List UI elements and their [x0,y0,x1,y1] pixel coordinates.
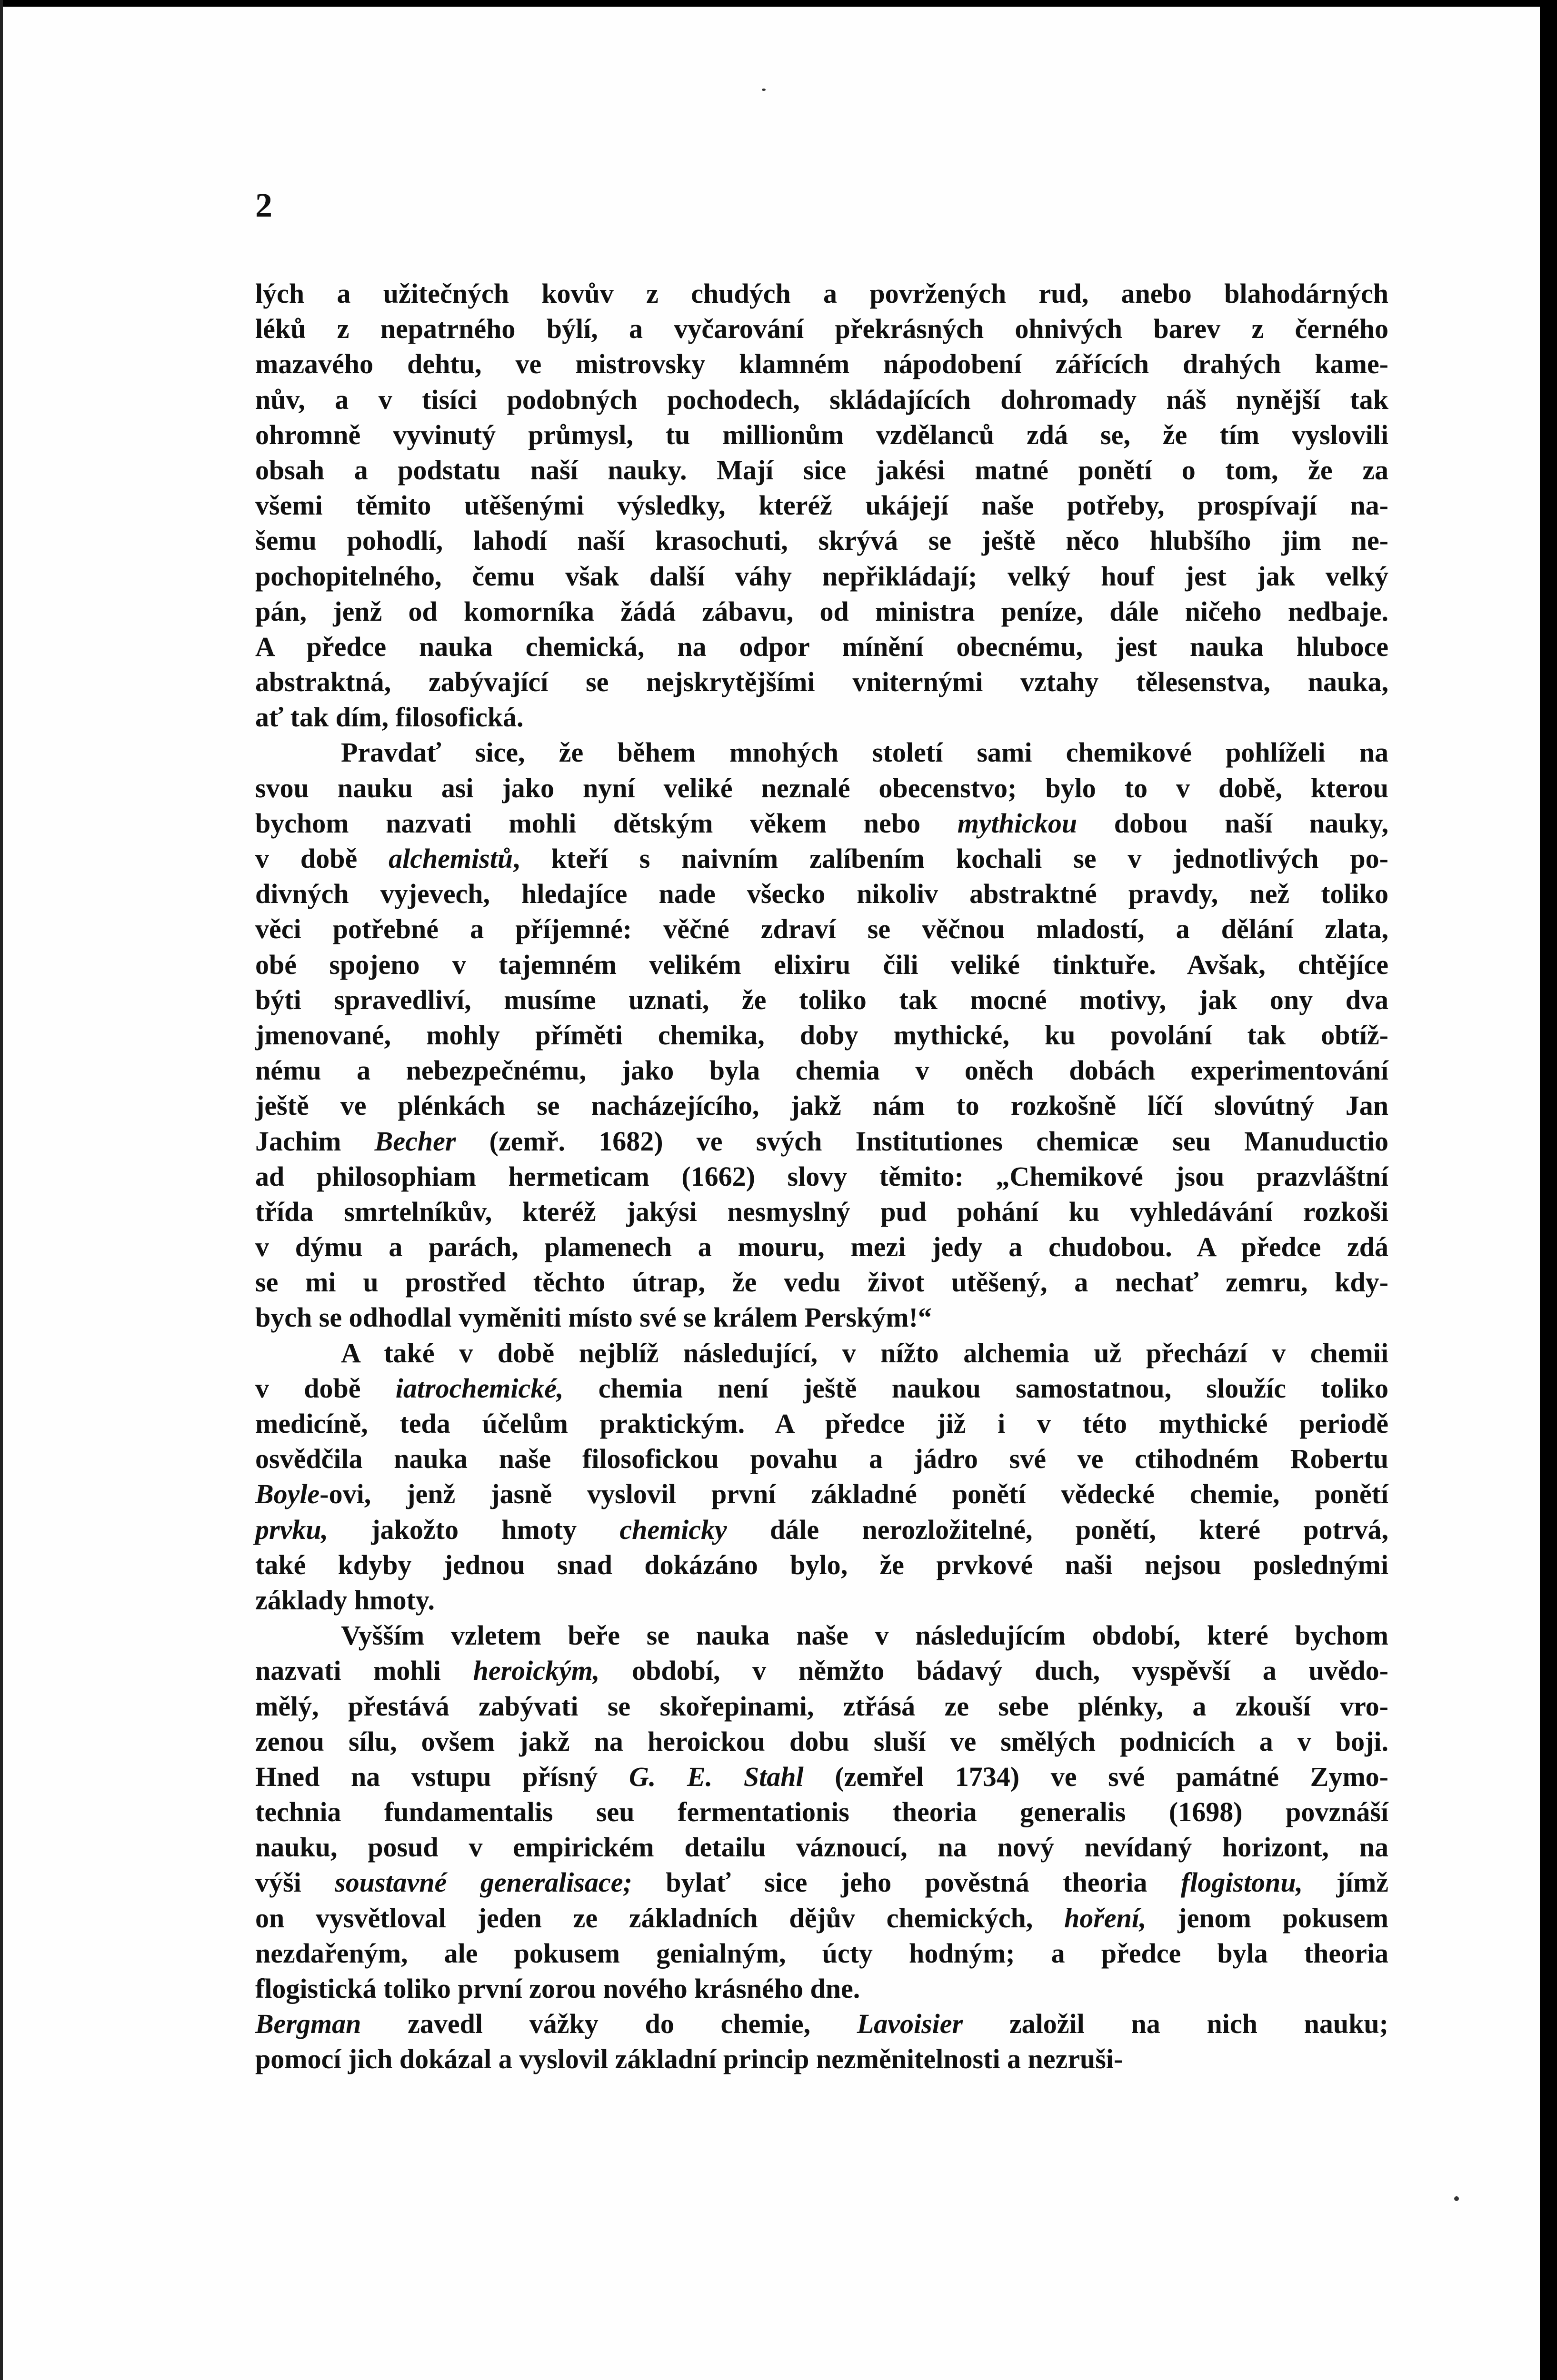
text-line [255,1971,1388,2006]
italic-text: Lavoisier [857,2008,963,2040]
text-segment: mělý, přestává zabývati se skořepinami, ztřásá ze sebe plénky, a zkouší vro- [255,1690,1388,1722]
text-segment: v době [255,1372,396,1404]
scan-speck [1454,2196,1459,2201]
text-line [255,2006,1388,2042]
text-segment: Pravdať sice, že během mnohých století sami chemikové pohlíželi na [341,737,1388,768]
text-line [255,1336,1388,1371]
text-line [255,629,1388,664]
text-segment: chemia není ještě naukou samostatnou, sloužíc toliko [563,1372,1388,1404]
text-segment: nému a nebezpečnému, jako byla chemia v oněch dobách experimentování [255,1055,1388,1086]
italic-text: Becher [374,1125,456,1157]
text-line [255,982,1388,1018]
text-segment: nezdařeným, ale pokusem genialným, úcty hodným; a předce byla theoria [255,1937,1388,1969]
text-segment: flogistická toliko první zorou nového krásného dne. [255,1973,860,2004]
text-line [255,771,1388,806]
text-line [255,912,1388,947]
text-segment: abstraktná, zabývající se nejskrytějšími vniternými vztahy tělesenstva, nauka, [255,666,1388,698]
text-segment: obsah a podstatu naší nauky. Mají sice jakési matné ponětí o tom, že za [255,454,1388,486]
text-line [255,664,1388,700]
text-line [255,1018,1388,1053]
text-segment: , kteří s naivním zalíbením kochali se v jednotlivých po- [513,843,1388,874]
text-line [255,1406,1388,1441]
text-segment: jakožto hmoty [328,1514,620,1545]
text-line [255,523,1388,558]
text-line [255,1265,1388,1300]
text-segment: dále nerozložitelné, ponětí, které potrvá, [727,1514,1389,1545]
text-line [255,276,1388,311]
text-segment: výši [255,1867,335,1898]
text-line [255,1477,1388,1512]
text-segment: osvědčila nauka naše filosofickou povahu a jádro své ve ctihodném Robertu [255,1443,1388,1475]
text-segment: -ovi, jenž jasně vyslovil první základné ponětí vědecké chemie, ponětí [319,1478,1388,1510]
text-segment: základy hmoty. [255,1584,435,1616]
text-segment: třída smrtelníkův, kteréž jakýsi nesmyslný pud pohání ku vyhledávání rozkoši [255,1196,1388,1227]
italic-text: soustavné generalisace; [335,1867,632,1898]
text-line [255,1547,1388,1583]
italic-text: Boyle [255,1478,320,1510]
text-segment: jenom pokusem [1146,1902,1388,1934]
text-segment: Jachim [255,1125,375,1157]
text-line [255,1830,1388,1865]
text-segment: nauku, posud v empirickém detailu váznoucí, na nový nevídaný horizont, na [255,1832,1388,1863]
text-segment: nazvati mohli [255,1655,473,1686]
text-line [255,1124,1388,1159]
italic-text: heroickým, [473,1655,600,1686]
text-line [255,876,1388,912]
text-segment: obé spojeno v tajemném velikém elixiru čili veliké tinktuře. Avšak, chtějíce [255,949,1388,980]
italic-text: prvku, [255,1514,329,1545]
text-segment: zenou sílu, ovšem jakž na heroickou dobu sluší ve smělých podnicích a v boji. [255,1726,1388,1757]
text-segment: všemi těmito utěšenými výsledky, kteréž ukájejí naše potřeby, prospívají na- [255,490,1388,521]
text-segment: jmenované, mohly příměti chemika, doby mythické, ku povolání tak obtíž- [255,1019,1388,1051]
text-segment: medicíně, teda účelům praktickým. A předce již i v této mythické periodě [255,1408,1388,1439]
italic-text: alchemistů [389,843,513,874]
italic-text: Bergman [255,2008,361,2040]
text-segment: léků z nepatrného býlí, a vyčarování překrásných ohnivých barev z černého [255,313,1388,345]
text-segment: zavedl vážky do chemie, [361,2008,857,2040]
text-line [255,1653,1388,1688]
italic-text: flogistonu, [1180,1867,1303,1898]
text-line [255,488,1388,523]
italic-text: chemicky [619,1514,727,1545]
text-segment: mazavého dehtu, ve mistrovsky klamném nápodobení zářících drahých kame- [255,348,1388,380]
text-line [255,1159,1388,1194]
text-segment: věci potřebné a příjemné: věčné zdraví se věčnou mladostí, a dělání zlata, [255,913,1388,945]
page-number: 2 [255,186,272,224]
text-line [255,1689,1388,1724]
text-segment: nův, a v tisíci podobných pochodech, skládajících dohromady náš nynější tak [255,384,1388,415]
text-line [255,806,1388,841]
text-segment: dobou naší nauky, [1077,807,1388,839]
text-segment: ještě ve plénkách se nacházejícího, jakž nám to rozkošně líčí slovútný Jan [255,1090,1388,1121]
italic-text: hoření, [1064,1902,1147,1934]
text-line [255,417,1388,453]
text-segment: bychom nazvati mohli dětským věkem nebo [255,807,958,839]
text-line [255,1441,1388,1477]
text-segment: se mi u prostřed těchto útrap, že vedu život utěšený, a nechať zemru, kdy- [255,1267,1388,1298]
text-segment: (zemřel 1734) ve své památné Zymo- [803,1761,1388,1792]
body-text [255,276,1388,2077]
text-segment: také kdyby jednou snad dokázáno bylo, že prvkové naši nejsou poslednými [255,1549,1388,1580]
italic-text: mythickou [957,807,1078,839]
text-line [255,735,1388,770]
text-segment: v dýmu a parách, plamenech a mouru, mezi jedy a chudobou. A předce zdá [255,1231,1388,1263]
text-line [255,559,1388,594]
text-segment: on vysvětloval jeden ze základních dějův chemických, [255,1902,1065,1934]
scan-edge-top [0,0,1557,7]
text-segment: ať tak dím, filosofická. [255,702,524,733]
italic-text: G. E. Stahl [629,1761,804,1792]
text-line [255,1618,1388,1653]
text-segment: Vyšším vzletem beře se nauka naše v následujícím období, které bychom [341,1620,1388,1651]
text-line [255,1901,1388,1936]
text-segment: pán, jenž od komorníka žádá zábavu, od ministra peníze, dále ničeho nedbaje. [255,595,1388,627]
text-segment: divných vyjevech, hledajíce nade všecko nikoliv abstraktné pravdy, než toliko [255,878,1388,910]
text-line [255,1300,1388,1335]
text-line [255,1053,1388,1088]
scan-edge-left [0,0,3,2380]
text-segment: lých a užitečných kovův z chudých a povržených rud, anebo blahodárných [255,278,1388,309]
scan-speck [762,89,766,91]
text-line [255,1583,1388,1618]
text-segment: býti spravedliví, musíme uznati, že toliko tak mocné motivy, jak ony dva [255,984,1388,1015]
text-segment: technia fundamentalis seu fermentationis theoria generalis (1698) povznáší [255,1796,1388,1828]
text-line [255,841,1388,876]
text-line [255,1512,1388,1547]
text-segment: pochopitelného, čemu však další váhy nepřikládají; velký houf jest jak velký [255,560,1388,592]
text-line [255,347,1388,382]
text-line [255,594,1388,629]
text-segment: pomocí jich dokázal a vyslovil základní princip nezměnitelnosti a nezruši- [255,2043,1123,2075]
text-line [255,2042,1388,2077]
text-line [255,1724,1388,1759]
text-segment: A také v době nejblíž následující, v nížto alchemia už přechází v chemii [341,1337,1388,1368]
text-segment: založil na nich nauku; [963,2008,1388,2040]
text-segment: v době [255,843,389,874]
text-line [255,1936,1388,1971]
text-segment: ad philosophiam hermeticam (1662) slovy těmito: „Chemikové jsou prazvláštní [255,1160,1388,1192]
text-segment: bylať sice jeho pověstná theoria [632,1867,1181,1898]
text-segment: jímž [1303,1867,1389,1898]
text-line [255,1088,1388,1123]
text-line [255,1371,1388,1406]
text-line [255,700,1388,735]
text-line [255,1230,1388,1265]
text-segment: bych se odhodlal vyměniti místo své se králem Perským!“ [255,1302,932,1333]
text-line [255,453,1388,488]
text-segment: šemu pohodlí, lahodí naší krasochuti, skrývá se ještě něco hlubšího jim ne- [255,525,1388,556]
text-line [255,1795,1388,1830]
text-line [255,1865,1388,1900]
text-line [255,382,1388,417]
text-segment: ohromně vyvinutý průmysl, tu millionům vzdělanců zdá se, že tím vyslovili [255,419,1388,450]
scan-edge-right [1540,0,1557,2380]
text-segment: Hned na vstupu přísný [255,1761,629,1792]
text-segment: (zemř. 1682) ve svých Institutiones chemicæ seu Manuductio [456,1125,1388,1157]
text-line [255,947,1388,982]
text-segment: svou nauku asi jako nyní veliké neznalé obecenstvo; bylo to v době, kterou [255,772,1388,803]
text-segment: období, v němžto bádavý duch, vyspěvší a uvědo- [599,1655,1388,1686]
text-segment: A předce nauka chemická, na odpor mínění obecnému, jest nauka hluboce [255,631,1388,662]
italic-text: iatrochemické, [395,1372,564,1404]
text-line [255,311,1388,347]
text-line [255,1194,1388,1230]
text-line [255,1759,1388,1795]
